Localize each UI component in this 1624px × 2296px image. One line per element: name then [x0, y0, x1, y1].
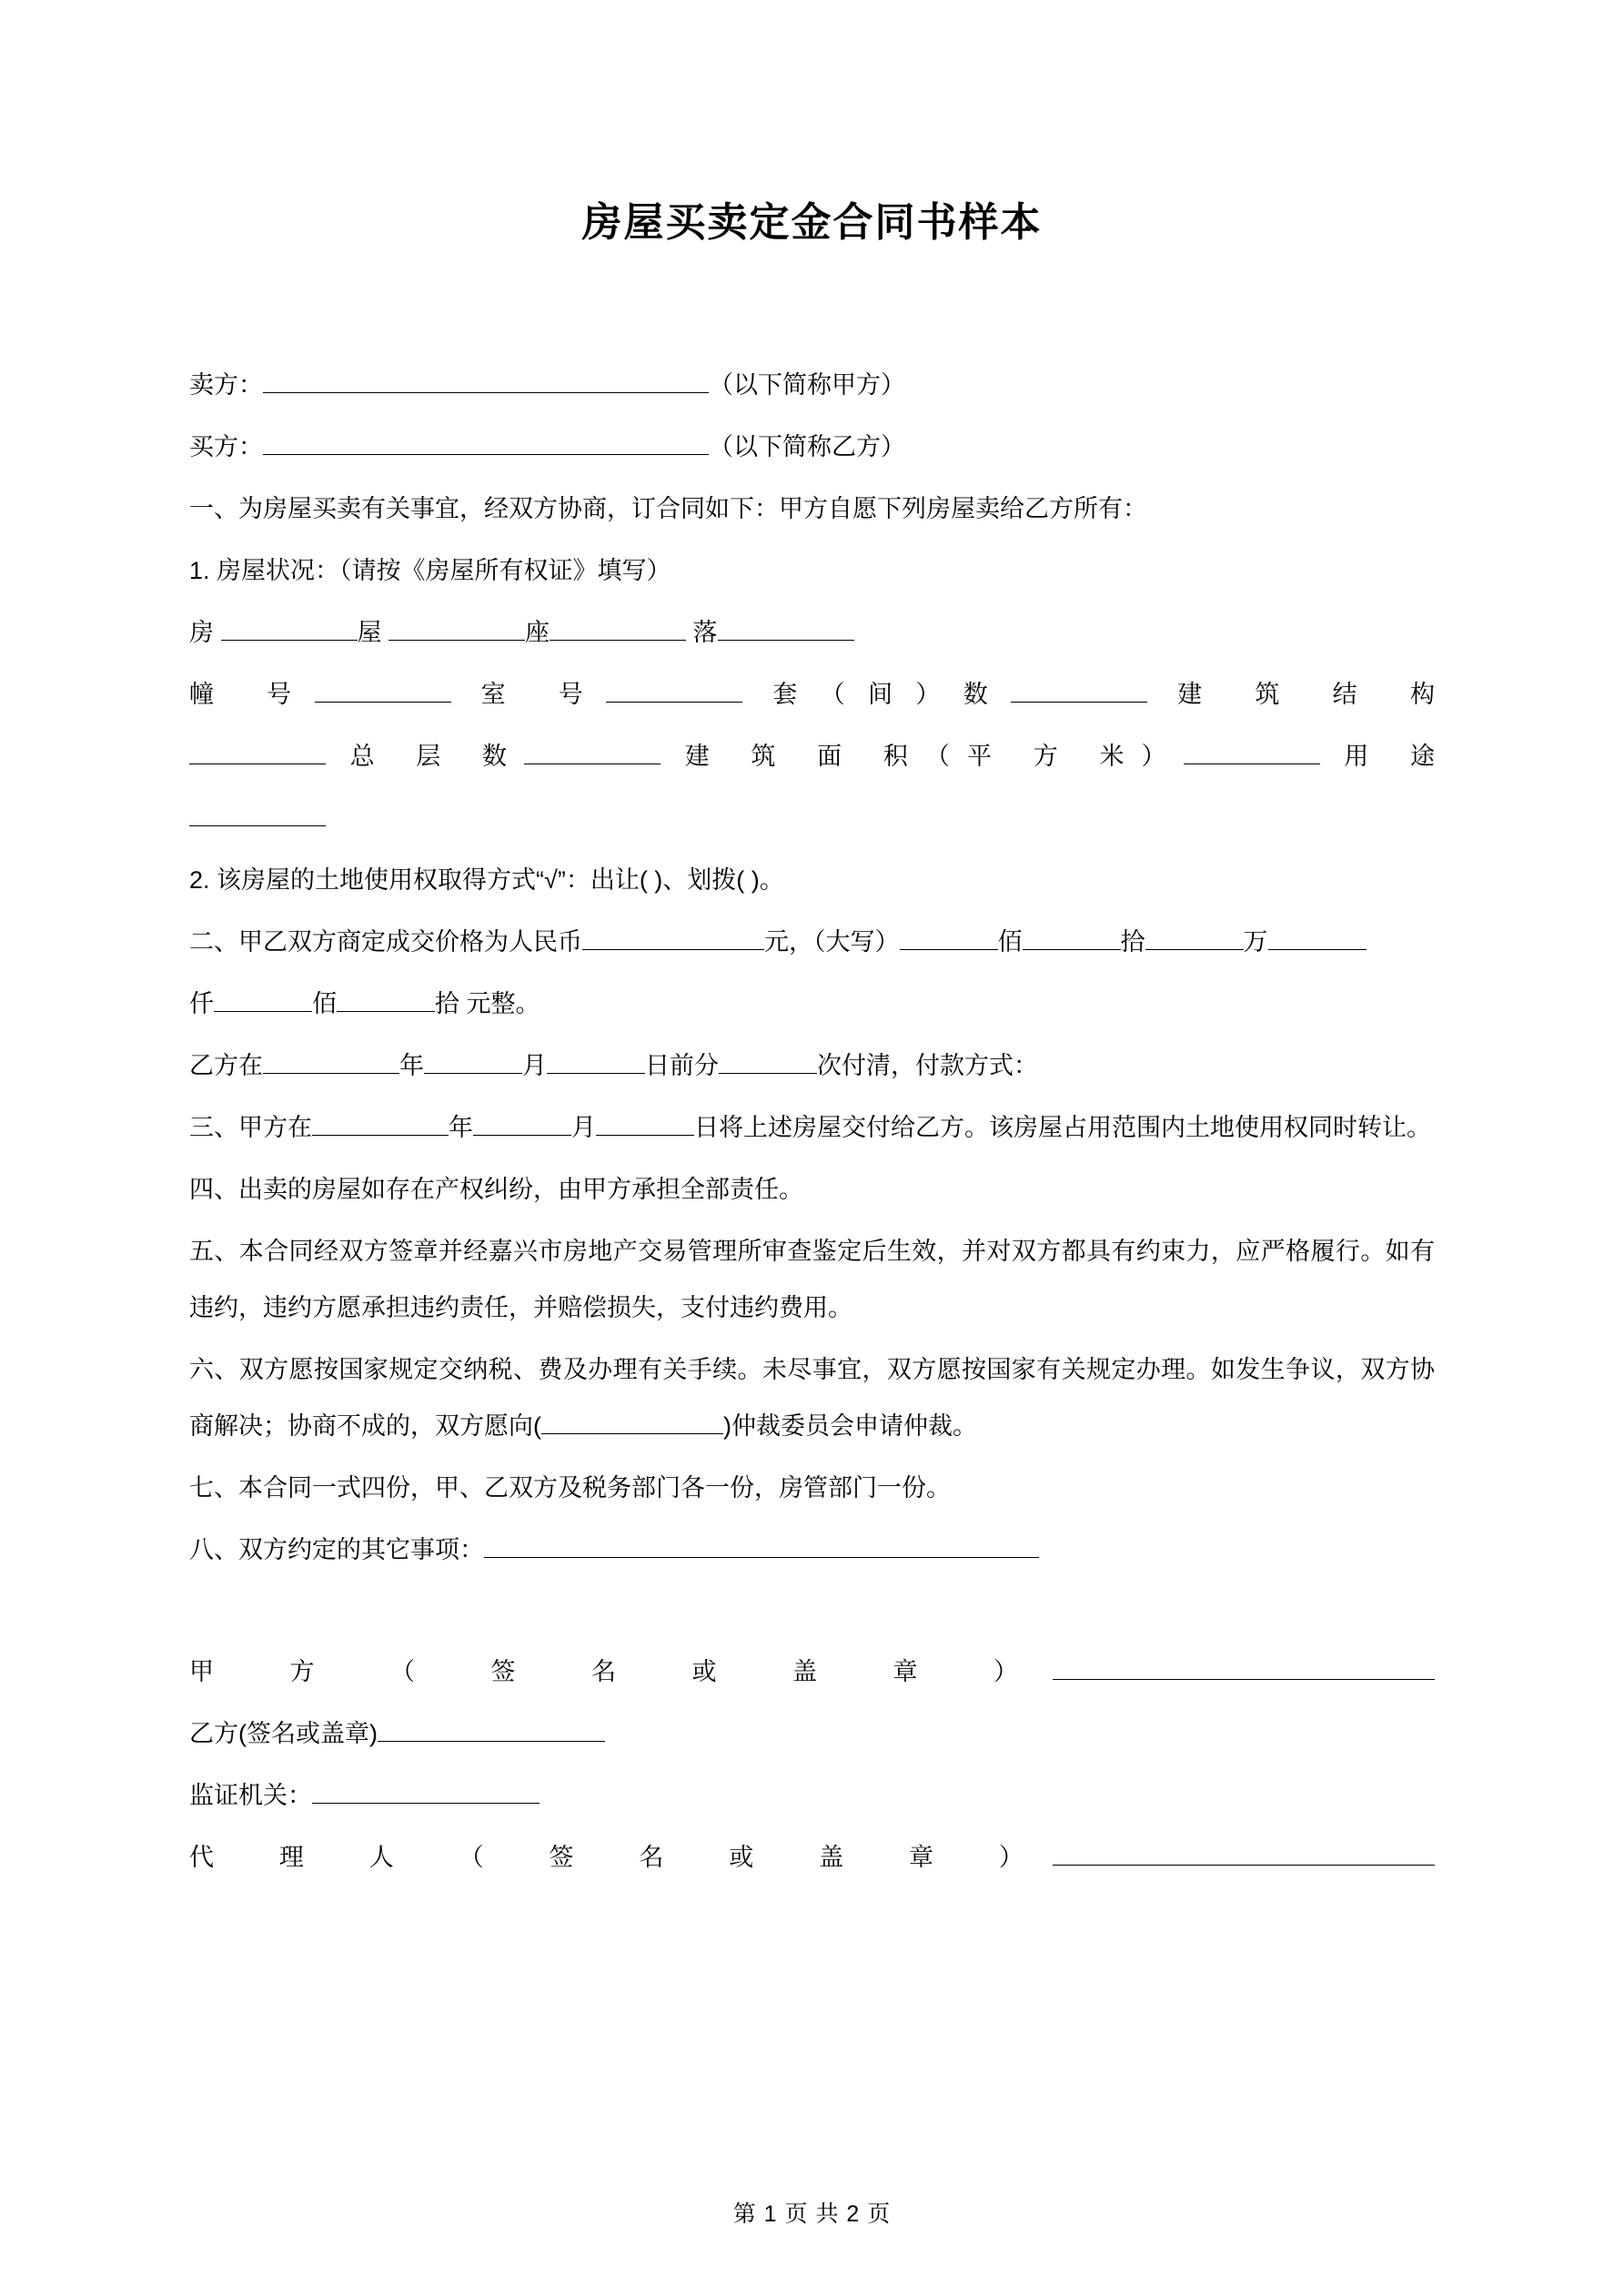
signature-block [189, 1583, 1435, 1886]
buyer-line [189, 419, 1435, 475]
label-structure: 建 筑 结 构 [1177, 681, 1435, 708]
clause-2-price [189, 914, 1435, 970]
clause-6 [189, 1341, 1435, 1454]
page-title: 房屋买卖定金合同书样本 [581, 200, 1043, 245]
label-bai2: 佰 [312, 990, 337, 1017]
price-qian-pre-blank[interactable] [1268, 949, 1367, 950]
supervisor-line [189, 1767, 1435, 1824]
pay-text-a: 乙方在 [189, 1052, 263, 1079]
price-shi-blank[interactable] [1023, 949, 1121, 950]
pay-year-label: 年 [399, 1052, 424, 1079]
supervisor-label: 监证机关： [189, 1782, 312, 1809]
luo-blank[interactable] [718, 640, 854, 641]
price-shi2-blank[interactable] [337, 1011, 435, 1012]
clause-8 [189, 1522, 1435, 1578]
pay-times-label: 次付清，付款方式： [817, 1052, 1038, 1079]
party-b-line [189, 1705, 1435, 1762]
clause-6-text-a: 六、双方愿按国家规定交纳税、费及办理有关手续。未尽事宜，双方愿按国家有关规定办理。如发生争议，双方协商解决；协商不成的，双方愿向( [189, 1356, 1435, 1440]
price-wan-blank[interactable] [1145, 949, 1244, 950]
pay-month-label: 月 [522, 1052, 547, 1079]
buyer-suffix: （以下简称乙方） [709, 433, 905, 460]
price-digits-blank[interactable] [582, 949, 764, 950]
label-shi2: 拾 元整。 [435, 990, 540, 1017]
seller-blank[interactable] [263, 392, 709, 393]
document-body [0, 248, 1624, 1886]
handover-year-blank[interactable] [312, 1135, 449, 1136]
clause-2-price-cont [189, 976, 1435, 1032]
clause-1-1: 1. 房屋状况：（请按《房屋所有权证》填写） [189, 557, 671, 584]
clause-1-2: 2. 该房屋的土地使用权取得方式“√”：出让( )、划拨( )。 [189, 866, 784, 894]
label-floor-area: 建 筑 面 积（平 方 米） [684, 743, 1184, 770]
label-suite-count: 套（间）数 [772, 681, 1012, 708]
clause-8-text: 八、双方约定的其它事项： [189, 1536, 484, 1563]
party-b-label: 乙方(签名或盖章) [189, 1720, 378, 1747]
pay-times-blank[interactable] [719, 1073, 817, 1074]
zuo-blank[interactable] [550, 640, 686, 641]
agent-label: 代 理 人 （ 签 名 或 盖 章 ） [189, 1844, 1053, 1871]
other-terms-blank[interactable] [484, 1557, 1039, 1558]
party-a-blank[interactable] [1053, 1679, 1435, 1680]
page-footer: 第 1 页 共 2 页 [732, 2201, 892, 2227]
label-usage: 用 途 [1344, 743, 1435, 770]
party-a-label: 甲 方 （ 签 名 或 盖 章 ） [189, 1658, 1053, 1685]
buyer-label: 买方： [189, 433, 263, 460]
usage-blank[interactable] [189, 825, 326, 826]
label-shi: 拾 [1120, 928, 1145, 956]
label-wan: 万 [1243, 928, 1268, 956]
handover-month-label: 月 [571, 1114, 596, 1141]
house-detail-line-3 [189, 790, 1435, 846]
suite-count-blank[interactable] [1011, 702, 1147, 703]
label-building-no: 幢 号 [189, 681, 315, 708]
seller-suffix: （以下简称甲方） [709, 371, 905, 399]
label-wu: 屋 [357, 619, 382, 646]
label-zuo: 座 [525, 619, 550, 646]
label-fang: 房 [189, 619, 214, 646]
room-no-blank[interactable] [606, 702, 742, 703]
house-detail-line-2 [189, 728, 1435, 784]
label-qian: 仟 [189, 990, 214, 1017]
agent-line [189, 1829, 1435, 1886]
party-a-line [189, 1644, 1435, 1700]
clause-6-text-b: )仲裁委员会申请仲裁。 [723, 1412, 977, 1440]
clause-3-text-a: 三、甲方在 [189, 1114, 312, 1141]
clause-5: 五、本合同经双方签章并经嘉兴市房地产交易管理所审查鉴定后生效，并对双方都具有约束力，应严格履行。如有违约，违约方愿承担违约责任，并赔偿损失，支付违约费用。 [189, 1238, 1435, 1321]
clause-4: 四、出卖的房屋如存在产权纠纷，由甲方承担全部责任。 [189, 1176, 803, 1203]
wu-blank[interactable] [388, 640, 525, 641]
buyer-blank[interactable] [263, 454, 709, 455]
clause-2-payment [189, 1037, 1435, 1094]
party-b-blank[interactable] [378, 1741, 605, 1742]
handover-month-blank[interactable] [473, 1135, 571, 1136]
building-no-blank[interactable] [315, 702, 451, 703]
price-bai2-blank[interactable] [214, 1011, 312, 1012]
house-location-line [189, 604, 1435, 661]
arbitration-blank[interactable] [541, 1433, 723, 1434]
clause-3 [189, 1099, 1435, 1156]
clause-1-intro: 一、为房屋买卖有关事宜，经双方协商，订合同如下：甲方自愿下列房屋卖给乙方所有： [189, 495, 1147, 522]
clause-3-text-b: 日将上述房屋交付给乙方。该房屋占用范围内土地使用权同时转让。 [694, 1114, 1431, 1141]
seller-label: 卖方： [189, 371, 263, 399]
price-bai-blank[interactable] [900, 949, 998, 950]
pay-day-label: 日前分 [645, 1052, 719, 1079]
label-luo: 落 [692, 619, 718, 646]
clause-2-text-a: 二、甲乙双方商定成交价格为人民币 [189, 928, 582, 956]
pay-month-blank[interactable] [424, 1073, 522, 1074]
label-room-no: 室 号 [480, 681, 607, 708]
pay-day-blank[interactable] [547, 1073, 645, 1074]
handover-day-blank[interactable] [596, 1135, 694, 1136]
agent-blank[interactable] [1053, 1865, 1435, 1866]
house-detail-line-1 [189, 666, 1435, 723]
pay-year-blank[interactable] [263, 1073, 399, 1074]
fang-blank[interactable] [221, 640, 358, 641]
handover-year-label: 年 [449, 1114, 473, 1141]
seller-line [189, 357, 1435, 413]
label-bai: 佰 [997, 928, 1023, 956]
label-total-floors: 总 层 数 [349, 743, 525, 770]
supervisor-blank[interactable] [312, 1803, 540, 1804]
clause-7: 七、本合同一式四份，甲、乙双方及税务部门各一份，房管部门一份。 [189, 1474, 951, 1502]
clause-2-text-b: 元，（大写） [764, 928, 900, 956]
